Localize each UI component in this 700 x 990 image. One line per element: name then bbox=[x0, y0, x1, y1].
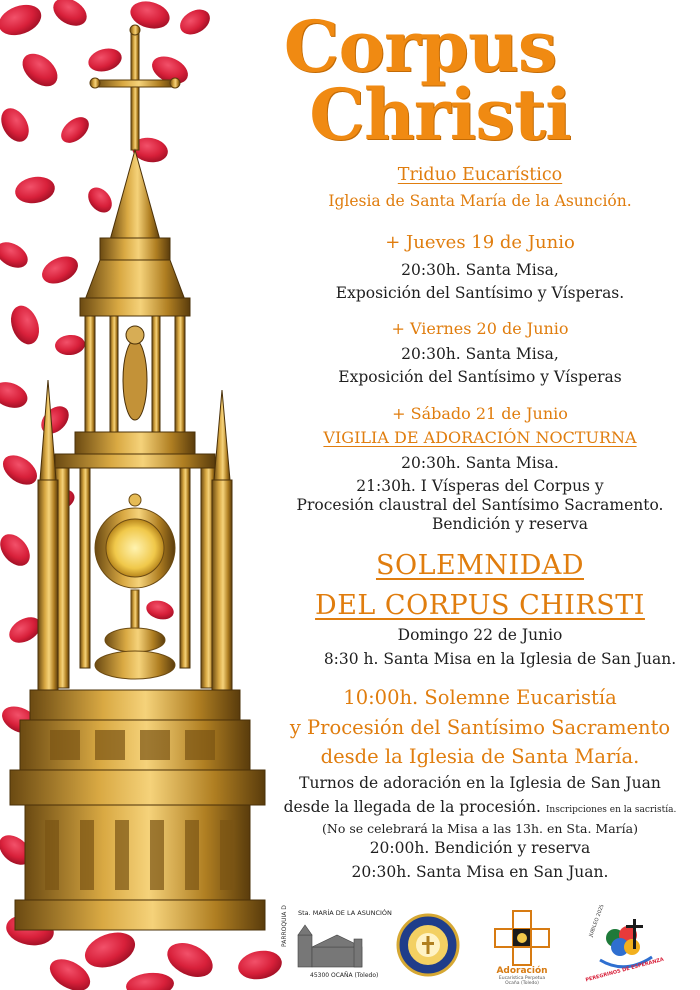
no-mass-note: (No se celebrará la Misa a las 13h. en Sta. María) bbox=[322, 821, 638, 836]
adoracion-logo bbox=[495, 911, 549, 985]
day-thursday: + Jueves 19 de Junio bbox=[385, 232, 575, 253]
friday-detail: Exposición del Santísimo y Vísperas bbox=[338, 368, 622, 386]
cross-icon bbox=[90, 25, 180, 150]
svg-text:JUBILEO 2025: JUBILEO 2025 bbox=[588, 905, 606, 938]
thursday-detail: Exposición del Santísimo y Vísperas. bbox=[335, 284, 625, 302]
blessing-time: 20:00h. Bendición y reserva bbox=[369, 839, 591, 857]
saturday-detail-3: Bendición y reserva bbox=[431, 515, 589, 533]
jubileo-logo bbox=[585, 905, 665, 983]
adoration-turns-1: Turnos de adoración en la Iglesia de San Juan bbox=[299, 774, 661, 792]
svg-text:Ocaña (Toledo): Ocaña (Toledo) bbox=[505, 981, 539, 985]
procession-line-3: desde la Iglesia de Santa María. bbox=[320, 745, 640, 768]
host-monstrance bbox=[95, 494, 175, 679]
inscriptions-note: Inscripciones en la sacristía. bbox=[545, 805, 677, 815]
logos-row bbox=[280, 905, 700, 985]
day-friday: + Viernes 20 de Junio bbox=[391, 319, 569, 338]
logos-graphics bbox=[280, 905, 700, 985]
saturday-vigil: VIGILIA DE ADORACIÓN NOCTURNA bbox=[323, 428, 637, 447]
solemnity-title-2: DEL CORPUS CHIRSTI bbox=[315, 590, 645, 621]
solemnity-date: Domingo 22 de Junio bbox=[397, 626, 563, 644]
saturday-detail-2: Procesión claustral del Santísimo Sacramento. bbox=[296, 496, 664, 514]
day-saturday: + Sábado 21 de Junio bbox=[392, 404, 568, 423]
triduo-heading: Triduo Eucarístico bbox=[397, 165, 563, 185]
solemnity-mass: 8:30 h. Santa Misa en la Iglesia de San Juan. bbox=[323, 650, 677, 668]
evening-mass: 20:30h. Santa Misa en San Juan. bbox=[351, 863, 609, 881]
svg-text:45300 OCAÑA (Toledo): 45300 OCAÑA (Toledo) bbox=[310, 972, 379, 979]
svg-text:PEREGRINOS DE ESPERANZA: PEREGRINOS DE ESPERANZA bbox=[584, 956, 665, 984]
title-corpus: Corpus bbox=[283, 5, 557, 88]
adoration-turns-2: desde la llegada de la procesión. Inscripciones en la sacristía. bbox=[283, 798, 677, 816]
cross-marker-icon: + bbox=[385, 232, 401, 253]
triduo-church: Iglesia de Santa María de la Asunción. bbox=[328, 192, 632, 210]
saturday-detail-1: 21:30h. I Vísperas del Corpus y bbox=[356, 477, 604, 495]
svg-text:Adoración: Adoración bbox=[496, 966, 548, 976]
saturday-time: 20:30h. Santa Misa. bbox=[401, 454, 559, 472]
parish-logo bbox=[281, 905, 392, 979]
cross-marker-icon: + bbox=[391, 319, 405, 338]
solemnity-title-1: SOLEMNIDAD bbox=[375, 550, 584, 581]
procession-line-1: 10:00h. Solemne Eucaristía bbox=[343, 686, 617, 709]
title-christi: Christi bbox=[309, 73, 571, 156]
svg-text:Eucarística Perpetua: Eucarística Perpetua bbox=[498, 976, 546, 981]
procession-line-2: y Procesión del Santísimo Sacramento bbox=[289, 716, 671, 739]
thursday-time: 20:30h. Santa Misa, bbox=[401, 261, 559, 279]
eucharist-seal-icon bbox=[398, 915, 458, 975]
friday-time: 20:30h. Santa Misa, bbox=[401, 345, 559, 363]
cross-marker-icon: + bbox=[392, 404, 406, 423]
svg-text:PARROQUIA DE: PARROQUIA DE bbox=[281, 905, 288, 947]
svg-text:Sta. MARÍA DE LA ASUNCIÓN: Sta. MARÍA DE LA ASUNCIÓN bbox=[298, 909, 392, 917]
